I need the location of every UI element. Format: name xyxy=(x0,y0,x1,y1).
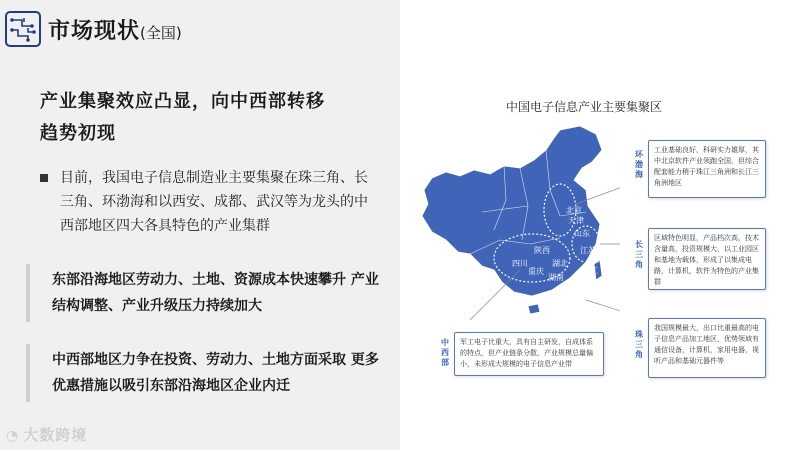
page-title-main: 市场现状 xyxy=(48,19,141,44)
label-bohai: 环渤海 xyxy=(635,150,643,179)
title-bar xyxy=(0,8,400,50)
city-hunan: 湖南 xyxy=(548,273,564,282)
city-shanghai: 上海 xyxy=(592,255,608,264)
city-zhejiang: 浙江 xyxy=(582,266,598,275)
city-shandong: 山东 xyxy=(574,229,590,238)
label-midwest: 中西部 xyxy=(441,338,449,367)
info-midwest: 军工电子比重大，具有自主研发，自成体系的特点，但产业链条分散，产业规模总量偏小，未形成大规模的电子信息产业带 xyxy=(454,332,604,376)
city-jiangsu: 江苏 xyxy=(580,246,596,255)
city-beijing: 北京 xyxy=(566,206,582,215)
headline-line-2: 趋势初现 xyxy=(40,123,116,144)
point-box-midwest xyxy=(26,344,388,402)
info-bohai: 工业基础良好，科研实力雄厚，其中北京软件产业领跑全国，但综合配套能力稍于珠江三角洲和长江三角洲地区 xyxy=(648,140,766,198)
bullet-point xyxy=(40,166,380,238)
info-yangtze: 区域特色明显，产品档次高，技术含量高，投资规模大，以工业园区和基地为载体，形成了以集成电路，计算机，软件为特色的产业集群 xyxy=(648,228,766,290)
circuit-logo-icon xyxy=(4,10,42,48)
headline-line-1: 产业集聚效应凸显，向中西部转移 xyxy=(40,91,325,112)
city-hubei: 湖北 xyxy=(552,259,568,268)
watermark-text: 大数跨境 xyxy=(23,426,88,444)
logo-mark-icon: ◔ xyxy=(6,428,20,444)
label-prd: 珠三角 xyxy=(635,330,643,359)
point-accent-bar xyxy=(26,264,30,322)
city-tianjin: 天津 xyxy=(568,216,584,225)
headline xyxy=(40,86,380,150)
watermark xyxy=(6,424,87,445)
city-guangdong: 广东 xyxy=(562,297,578,306)
page-title xyxy=(48,14,182,45)
info-prd: 我国规模最大，出口比重最高的电子信息产品加工地区，优势领域有通信设备，计算机，家用电器，视听产品和基础元器件等 xyxy=(648,318,766,378)
bullet-text: 目前，我国电子信息制造业主要集聚在珠三角、长三角、环渤海和以西安、成都、武汉等为龙头的中西部地区四大各具特色的产业集群 xyxy=(60,170,368,234)
bullet-square-icon xyxy=(40,174,48,182)
city-sichuan: 四川 xyxy=(512,259,528,268)
point-box-east xyxy=(26,264,388,322)
page-title-suffix: (全国) xyxy=(140,24,182,42)
point-accent-bar xyxy=(26,344,30,402)
map-hainan-island xyxy=(528,304,540,314)
city-chongqing: 重庆 xyxy=(528,267,544,276)
map-title: 中国电子信息产业主要集聚区 xyxy=(506,100,663,114)
china-map xyxy=(410,120,620,320)
label-yangtze: 长三角 xyxy=(635,240,643,269)
point-text-midwest: 中西部地区力争在投资、劳动力、土地方面采取 更多优惠措施以吸引东部沿海地区企业内迁 xyxy=(52,352,379,394)
city-shaanxi: 陕西 xyxy=(534,246,550,255)
point-text-east: 东部沿海地区劳动力、土地、资源成本快速攀升 产业结构调整、产业升级压力持续加大 xyxy=(52,272,379,314)
